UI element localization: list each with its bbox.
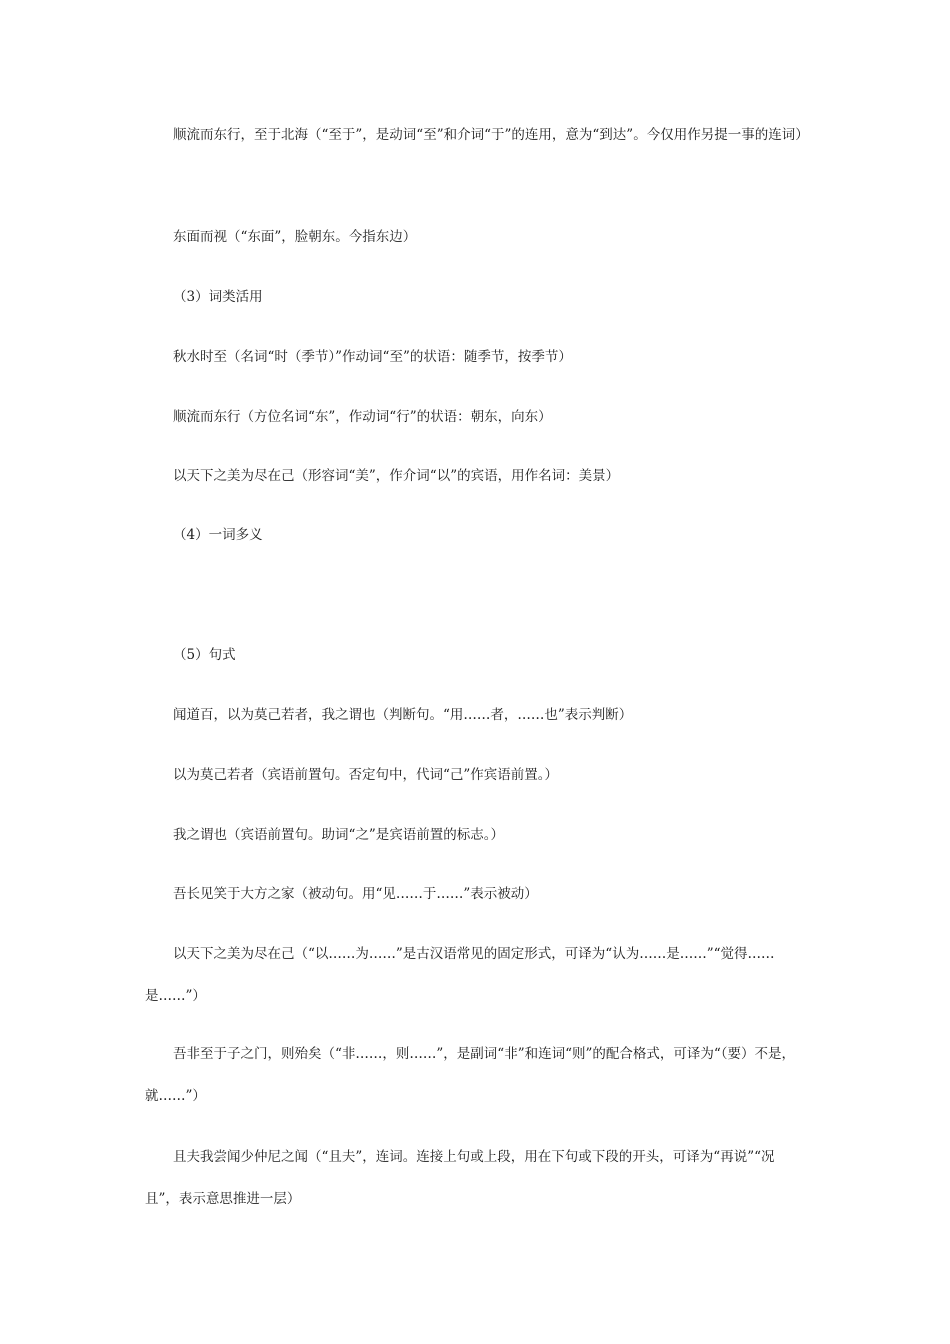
paragraph-jianxiao: 吾长见笑于大方之家（被动句。用“见……于……”表示被动） [173, 886, 538, 902]
section-heading-yici-duoyi: （4）一词多义 [173, 527, 263, 543]
paragraph-zhiyu: 顺流而东行，至于北海（“至于”，是动词“至”和介词“于”的连用，意为“到达”。今仅用作另提一事的连词） [173, 127, 809, 143]
paragraph-fei-ze: 吾非至于子之门，则殆矣（“非……，则……”，是副词“非”和连词“则”的配合格式，可译为“（要）不是，就……”） [145, 1046, 796, 1104]
paragraph-dongmian: 东面而视（“东面”，脸朝东。今指东边） [173, 229, 417, 245]
paragraph-yi-wei: 以天下之美为尽在己（“以……为……”是古汉语常见的固定形式，可译为“认为……是……”“觉得……是……”） [145, 946, 775, 1004]
paragraph-tianxia-zhimei: 以天下之美为尽在己（形容词“美”，作介词“以”的宾语，用作名词：美景） [173, 468, 620, 484]
paragraph-wendao-bai: 闻道百，以为莫己若者，我之谓也（判断句。“用……者，……也”表示判断） [173, 707, 633, 723]
paragraph-shunliu-dongxing: 顺流而东行（方位名词“东”，作动词“行”的状语：朝东，向东） [173, 409, 552, 425]
paragraph-qiefu: 且夫我尝闻少仲尼之闻（“且夫”，连词。连接上句或上段，用在下句或下段的开头，可译为“再说”“况且”，表示意思推进一层） [145, 1149, 775, 1207]
section-heading-jushi: （5）句式 [173, 647, 236, 663]
paragraph-wozhiwei: 我之谓也（宾语前置句。助词“之”是宾语前置的标志。） [173, 827, 505, 843]
section-heading-cilei-huoyong: （3）词类活用 [173, 289, 263, 305]
paragraph-mojiruo: 以为莫己若者（宾语前置句。否定句中，代词“己”作宾语前置。） [173, 767, 559, 783]
paragraph-qiushui-shizhi: 秋水时至（名词“时（季节）”作动词“至”的状语：随季节，按季节） [173, 349, 572, 365]
